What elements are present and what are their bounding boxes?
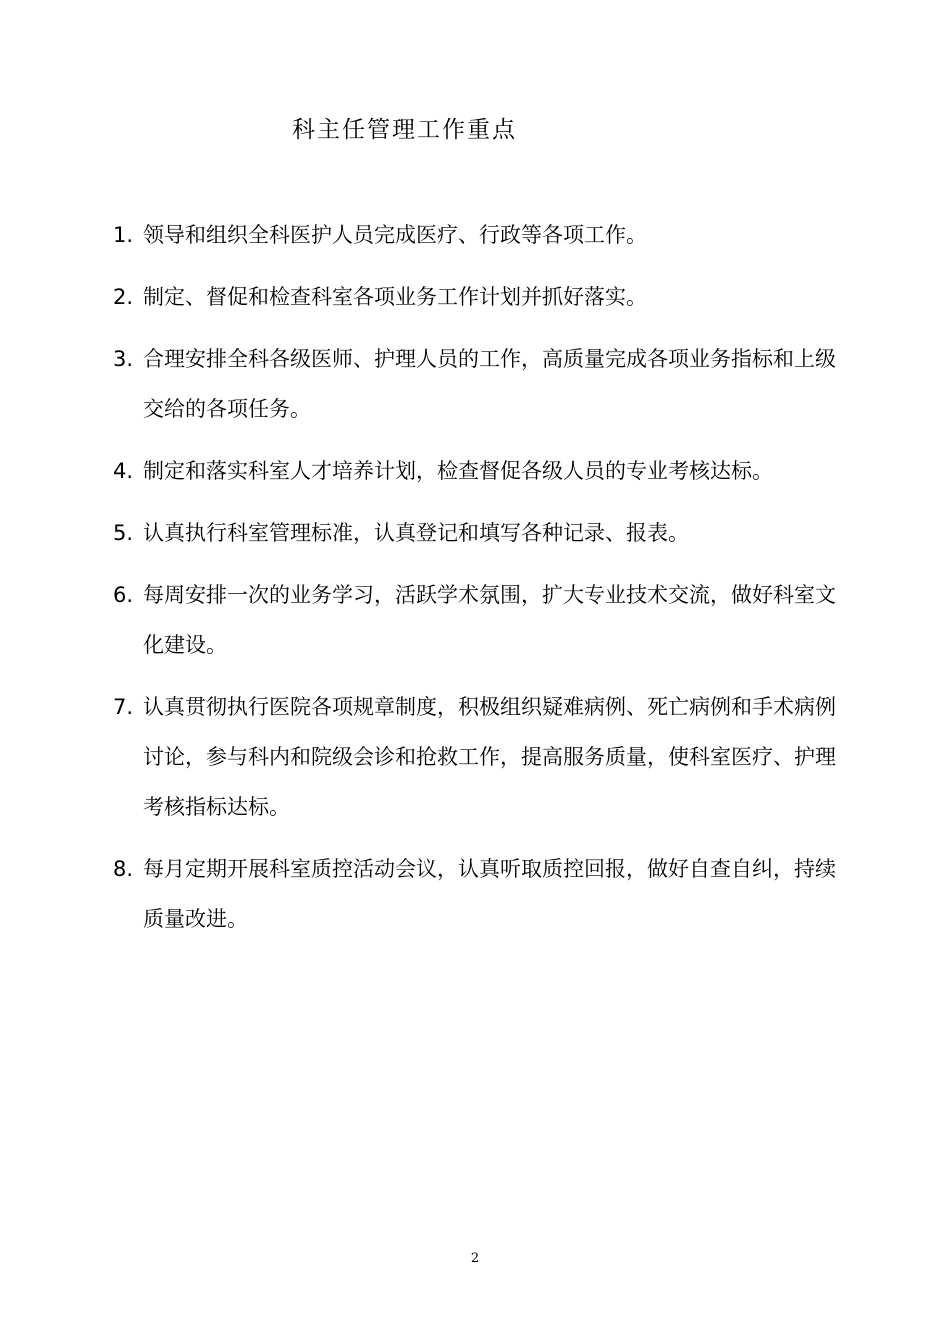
list-item bbox=[113, 210, 853, 260]
list-item bbox=[113, 682, 853, 832]
item-text: 合理安排全科各级医师、护理人员的工作，高质量完成各项业务指标和上级交给的各项任务。 bbox=[143, 347, 836, 421]
item-number: 3. bbox=[113, 347, 134, 371]
item-number: 4. bbox=[113, 459, 134, 483]
item-text: 认真执行科室管理标准，认真登记和填写各种记录、报表。 bbox=[143, 521, 689, 545]
page-number: 2 bbox=[470, 1251, 480, 1266]
list-item bbox=[113, 844, 853, 944]
item-text: 制定、督促和检查科室各项业务工作计划并抓好落实。 bbox=[143, 285, 647, 309]
duty-list bbox=[113, 210, 853, 956]
list-item bbox=[113, 272, 853, 322]
item-number: 8. bbox=[113, 857, 134, 881]
item-text: 每月定期开展科室质控活动会议，认真听取质控回报，做好自查自纠，持续质量改进。 bbox=[143, 857, 836, 931]
item-number: 5. bbox=[113, 521, 134, 545]
list-item bbox=[113, 508, 853, 558]
page-title: 科主任管理工作重点 bbox=[292, 117, 517, 143]
item-text: 每周安排一次的业务学习，活跃学术氛围，扩大专业技术交流，做好科室文化建设。 bbox=[143, 583, 836, 657]
list-item bbox=[113, 570, 853, 670]
item-text: 领导和组织全科医护人员完成医疗、行政等各项工作。 bbox=[143, 223, 647, 247]
item-number: 7. bbox=[113, 695, 134, 719]
item-number: 1. bbox=[113, 223, 134, 247]
list-item bbox=[113, 446, 853, 496]
item-number: 2. bbox=[113, 285, 134, 309]
item-number: 6. bbox=[113, 583, 134, 607]
item-text: 制定和落实科室人才培养计划，检查督促各级人员的专业考核达标。 bbox=[143, 459, 773, 483]
list-item bbox=[113, 334, 853, 434]
item-text: 认真贯彻执行医院各项规章制度，积极组织疑难病例、死亡病例和手术病例讨论，参与科内和院级会诊和抢救工作，提高服务质量，使科室医疗、护理考核指标达标。 bbox=[143, 695, 836, 819]
